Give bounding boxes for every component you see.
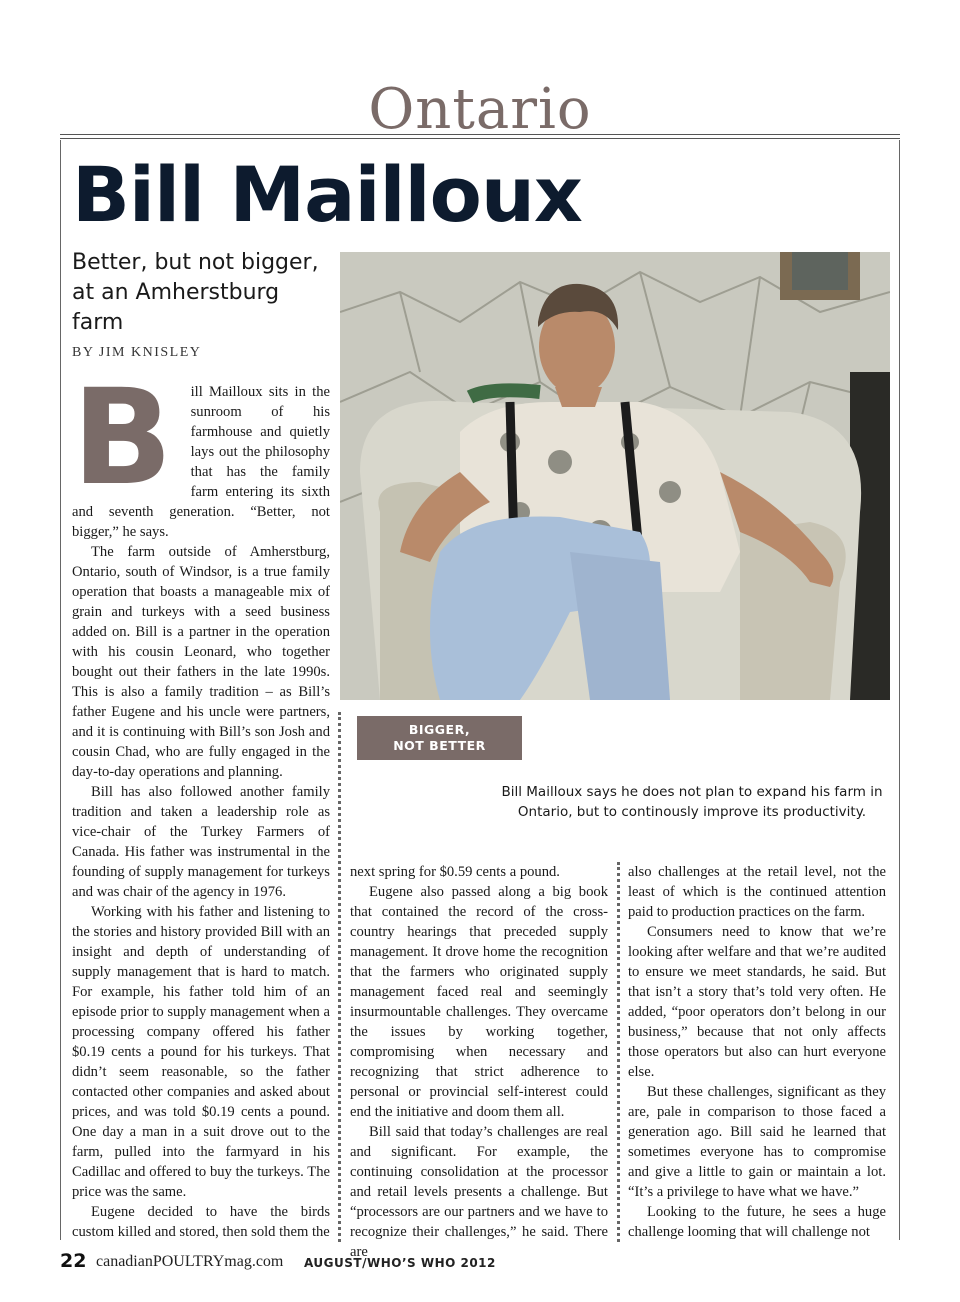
article-headline: Bill Mailloux — [72, 150, 582, 239]
page-number: 22 — [60, 1250, 87, 1272]
paragraph: next spring for $0.59 cents a pound. — [350, 864, 560, 880]
column-divider-2 — [617, 862, 620, 1242]
article-deck: Better, but not bigger, at an Amherstburg farm — [72, 250, 319, 335]
footer-issue: AUGUST/WHO’S WHO 2012 — [304, 1256, 496, 1270]
sidebar-tag-line-2: NOT BETTER — [393, 738, 486, 753]
paragraph: ill Mailloux sits in the sunroom of his farmhouse and quietly lays out the philosophy that has the family farm entering its sixth and seventh generation. “Better, not bigger,” he says. — [72, 384, 330, 540]
footer-site: canadianPOULTRYmag.com — [96, 1253, 284, 1270]
article-column-3 — [628, 862, 886, 1242]
paragraph: But these challenges, significant as they are, pale in comparison to those faced a generation ago. Bill said he learned that sometimes everyone has to compromise and give a little to gain or maintain a lot. “It’s a privilege to have what we have.” — [628, 1084, 886, 1200]
paragraph: Consumers need to know that we’re looking after welfare and that we’re audited to ensure we meet standards, he said. But that isn’t a story that’s told very often. He added, “poor operators don’t belong in our business,” because that not only affects those operators but also can hurt everyone else. — [628, 924, 886, 1080]
column-divider-1 — [338, 712, 341, 1242]
header-rule-secondary — [60, 138, 900, 139]
paragraph: also challenges at the retail level, not the least of which is the continued attention paid to production practices on the farm. — [628, 864, 886, 920]
sidebar-tag-line-1: BIGGER, — [408, 722, 471, 737]
article-column-1 — [72, 361, 330, 1242]
header-rule — [60, 134, 900, 135]
paragraph: Working with his father and listening to the stories and history provided Bill with an insight and depth of understanding of supply management that is hard to match. For example, his father told him of an episode prior to supply management when a processing company offered his father $0.19 cents a pound for his turkeys. That didn’t seem reasonable, so the father contacted other companies and asked about prices, and was told $0.19 cents a pound. One day a man in a suit drove out to the farm, pulled into the farmyard in his Cadillac and offered to buy the turkeys. The price was the same. — [72, 904, 330, 1200]
article-column-2 — [350, 862, 608, 1262]
sidebar-tag — [357, 716, 522, 760]
drop-cap: B — [72, 361, 173, 515]
paragraph: The farm outside of Amherstburg, Ontario, south of Windsor, is a true family operation that boasts a manageable mix of grain and turkeys with a seed business added on. Bill is a partner in the operation with his cousin Leonard, who together bought out their fathers in the late 1990s. This is also a family tradition – as Bill’s father Eugene and his uncle were partners, and it is continuing with Bill’s son Josh and cousin Chad, who are fully engaged in the day-to-day operations and planning. — [72, 544, 330, 780]
byline: BY JIM KNISLEY — [72, 345, 202, 360]
section-title: Ontario — [368, 77, 592, 142]
paragraph: Eugene also passed along a big book that contained the record of the cross-country hearings that preceded supply management. It drove home the recognition that the farmers who originated supply management faced real and seemingly insurmountable challenges. They overcame the issues by working together, compromising when necessary and recognizing that strict adherence to personal or provincial self-interest could end the initiative and doom them all. — [350, 884, 608, 1120]
paragraph: Eugene decided to have the birds custom killed and stored, then sold them the — [72, 1204, 330, 1240]
paragraph: Looking to the future, he sees a huge challenge looming that will challenge not — [628, 1204, 886, 1240]
farmer-portrait-photo — [340, 252, 890, 700]
paragraph: Bill has also followed another family tradition and taken a leadership role as vice-chair of the Turkey Farmers of Canada. His father was instrumental in the founding of supply management for turkeys and was chair of the agency in 1976. — [72, 784, 330, 900]
paragraph: Bill said that today’s challenges are real and significant. For example, the continuing consolidation at the processor and retail levels presents a challenge. But “processors are our partners and we have to recognize their challenges,” he said. There are — [350, 1124, 608, 1260]
photo-caption: Bill Mailloux says he does not plan to expand his farm in Ontario, but to continously improve its productivity. — [501, 784, 883, 820]
